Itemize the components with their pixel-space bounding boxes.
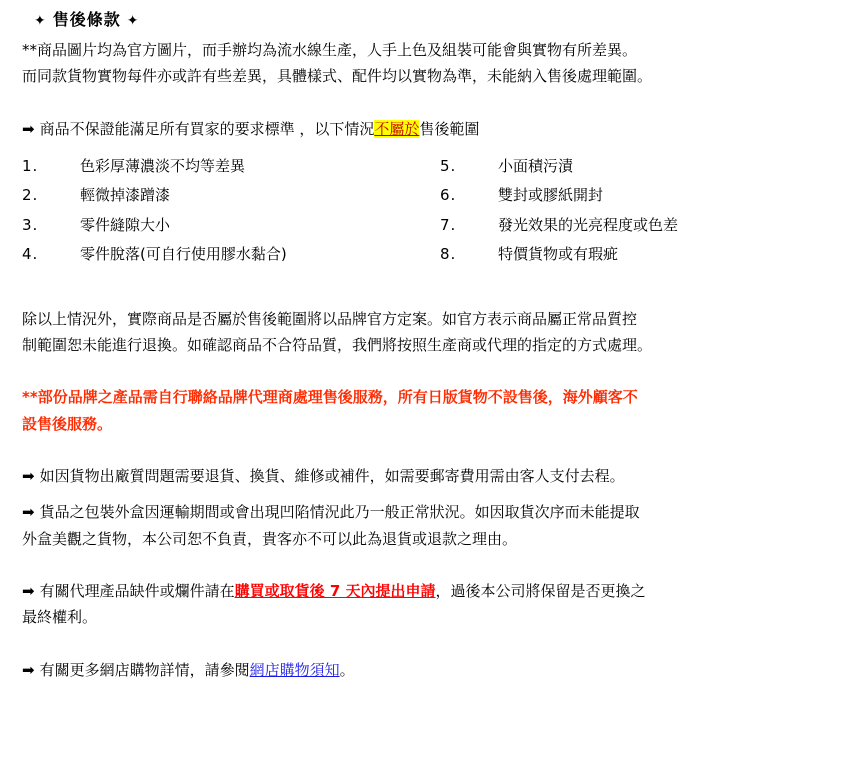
spacer-bullets-1 [22,490,848,500]
list-item-label: 特價貨物或有瑕疵 [498,245,619,264]
list-item-label: 小面積污漬 [498,156,574,175]
list-item [22,155,430,178]
intro-block [22,38,848,89]
list-item [440,243,848,266]
bullet-shipping-fee [22,464,848,488]
shopping-guide-link[interactable]: 網店購物須知 [249,660,340,679]
list-item-number: 5. [440,156,457,175]
list-item-number: 3. [22,215,39,234]
intro-line-1: **商品圖片均為官方圖片，而手辦均為流水線生產，人手上色及組裝可能會與實物有所差異。 [22,41,638,59]
list-item [22,243,430,266]
diamond-icon-left: ✦ [34,13,47,29]
notice-prefix: 商品不保證能滿足所有買家的要求標準 ，以下情況 [39,119,375,138]
bullet-packaging-line-2: 外盒美觀之貨物，本公司恕不負責，貴客亦不可以此為退貨或退款之理由。 [22,529,518,548]
spacer-before-more [22,638,848,658]
page-title-text: 售後條款 [52,10,121,29]
list-item-label: 發光效果的光亮程度或色差 [498,215,679,234]
page-title [28,8,848,32]
arrow-icon-agent: ➡ [22,581,35,600]
warning-line-2: 設售後服務。 [22,414,113,433]
exclusion-col-left [22,155,430,273]
intro-line-2: 而同款貨物實物每件亦或許有些差異，具體樣式、配件均以實物為準，未能納入售後處理範圍。 [22,67,653,86]
spacer-bullets-2 [22,559,848,579]
warning-line-1: **部份品牌之產品需自行聯絡品牌代理商處理售後服務，所有日版貨物不設售後，海外顧客不 [22,388,638,407]
spacer-after-list [22,273,848,307]
agent-claim-line-2: 最終權利。 [22,608,98,627]
agent-claim-prefix: 有關代理產品缺件或爛件請在 [39,581,235,600]
list-item-label: 輕微掉漆蹭漆 [80,186,171,205]
notice-line [22,117,848,141]
agent-claim-suffix: ，過後本公司將保留是否更換之 [435,581,646,600]
spacer-after-intro [22,97,848,117]
list-item-label: 零件縫隙大小 [80,215,171,234]
bullet-shipping-text: 如因貨物出廠質問題需要退貨、換貨、維修或補件，如需要郵寄費用需由客人支付去程。 [39,467,625,486]
more-info-prefix: 有關更多網店購物詳情，請參閱 [39,660,250,679]
spacer-after-warning [22,444,848,464]
arrow-icon-shipping: ➡ [22,467,35,486]
list-item-number: 1. [22,156,39,175]
more-info-line [22,658,848,682]
list-item [440,214,848,237]
list-item-number: 4. [22,245,39,264]
more-info-suffix: 。 [339,660,355,679]
notice-highlight: 不屬於 [374,119,420,138]
list-item-number: 2. [22,186,39,205]
bullet-agent-claim [22,579,848,630]
list-item-number: 7. [440,215,457,234]
bullet-packaging [22,500,848,551]
list-item [22,214,430,237]
policy-line-1: 除以上情況外，實際商品是否屬於售後範圍將以品牌官方定案。如官方表示商品屬正常品質控 [22,309,638,328]
warning-block [22,385,848,436]
arrow-icon-packaging: ➡ [22,503,35,522]
exclusion-list [22,155,848,273]
list-item-label: 雙封或膠紙開封 [498,186,604,205]
list-item-number: 8. [440,245,457,264]
arrow-icon-more-info: ➡ [22,660,35,679]
policy-line-2: 制範圍恕未能進行退換。如確認商品不合符品質，我們將按照生產商或代理的指定的方式處理。 [22,336,653,355]
diamond-icon-right: ✦ [126,13,140,29]
bullet-packaging-text-1: 貨品之包裝外盒因運輸期間或會出現凹陷情況此乃一般正常狀況。如因取貨次序而未能提取 [39,503,640,522]
list-item-label: 色彩厚薄濃淡不均等差異 [80,156,246,175]
list-item-label: 零件脫落(可自行使用膠水黏合) [80,245,287,264]
claim-period-link[interactable]: 購買或取貨後 7 天內提出申請 [234,581,436,600]
list-item [440,155,848,178]
agent-claim-line-1 [22,579,848,603]
arrow-icon-notice: ➡ [22,119,35,138]
spacer-after-policy [22,365,848,385]
list-item [440,184,848,207]
list-item [22,184,430,207]
list-item-number: 6. [440,186,457,205]
bullet-packaging-line-1 [22,500,848,524]
notice-suffix: 售後範圍 [419,119,480,138]
policy-block [22,307,848,358]
exclusion-col-right [430,155,848,273]
